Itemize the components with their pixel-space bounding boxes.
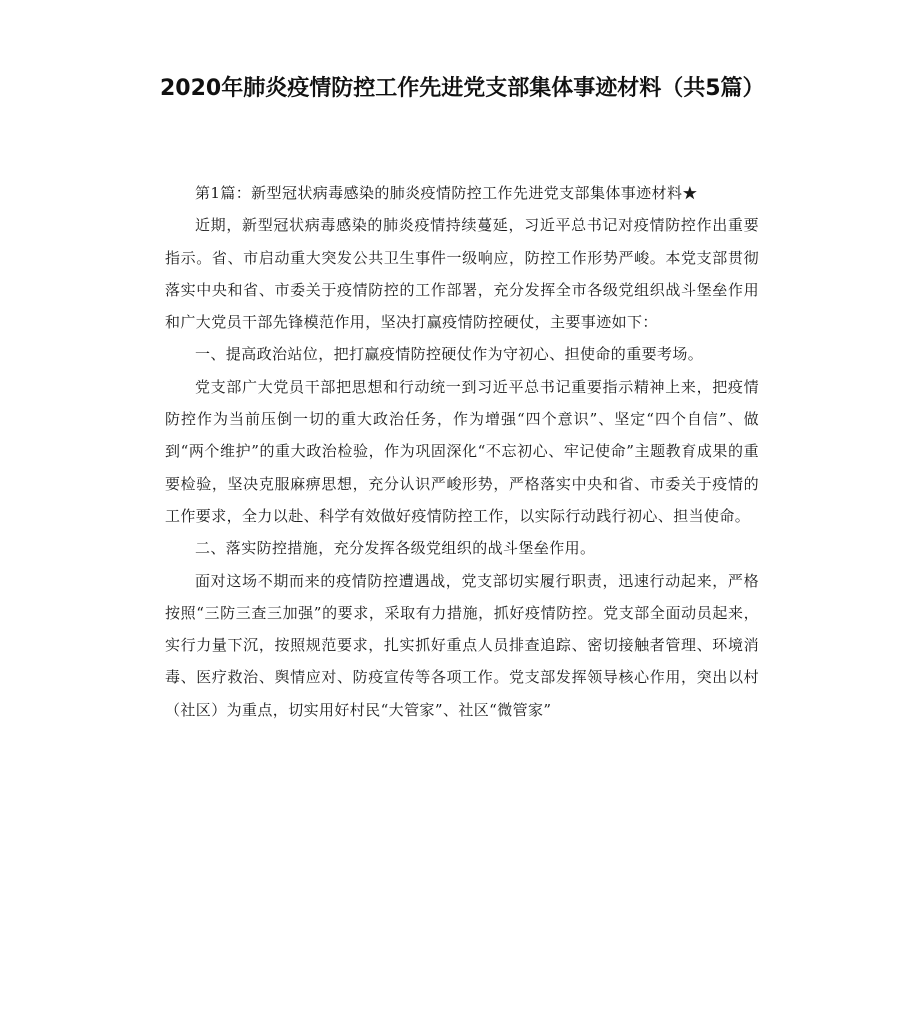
paragraph-section-2-heading: 二、落实防控措施，充分发挥各级党组织的战斗堡垒作用。 [195,539,596,558]
document-title: 2020年肺炎疫情防控工作先进党支部集体事迹材料（共5篇） [160,76,765,101]
paragraph-heading: 第1篇：新型冠状病毒感染的肺炎疫情防控工作先进党支部集体事迹材料★ [195,184,698,202]
document-body [165,177,759,726]
paragraph-intro: 近期，新型冠状病毒感染的肺炎疫情持续蔓延，习近平总书记对疫情防控作出重要指示。省、市启动重大突发公共卫生事件一级响应，防控工作形势严峻。本党支部贯彻落实中央和省、市委关于疫情防控的工作部署，充分发挥全市各级党组织战斗堡垒作用和广大党员干部先锋模范作用，坚决打赢疫情防控硬仗，主要事迹如下： [165,216,759,332]
paragraph-section-2-body: 面对这场不期而来的疫情防控遭遇战，党支部切实履行职责，迅速行动起来，严格按照“三防三查三加强”的要求，采取有力措施，抓好疫情防控。党支部全面动员起来，实行力量下沉，按照规范要求，扎实抓好重点人员排查追踪、密切接触者管理、环境消毒、医疗救治、舆情应对、防疫宣传等各项工作。党支部发挥领导核心作用，突出以村（社区）为重点，切实用好村民“大管家”、社区“微管家” [165,571,759,719]
paragraph-section-1-heading: 一、提高政治站位，把打赢疫情防控硬仗作为守初心、担使命的重要考场。 [195,345,704,364]
paragraph-section-1-body: 党支部广大党员干部把思想和行动统一到习近平总书记重要指示精神上来，把疫情防控作为当前压倒一切的重大政治任务，作为增强“四个意识”、坚定“四个自信”、做到“两个维护”的重大政治检验，作为巩固深化“不忘初心、牢记使命”主题教育成果的重要检验，坚决克服麻痹思想，充分认识严峻形势，严格落实中央和省、市委关于疫情的工作要求，全力以赴、科学有效做好疫情防控工作，以实际行动践行初心、担当使命。 [165,377,759,525]
